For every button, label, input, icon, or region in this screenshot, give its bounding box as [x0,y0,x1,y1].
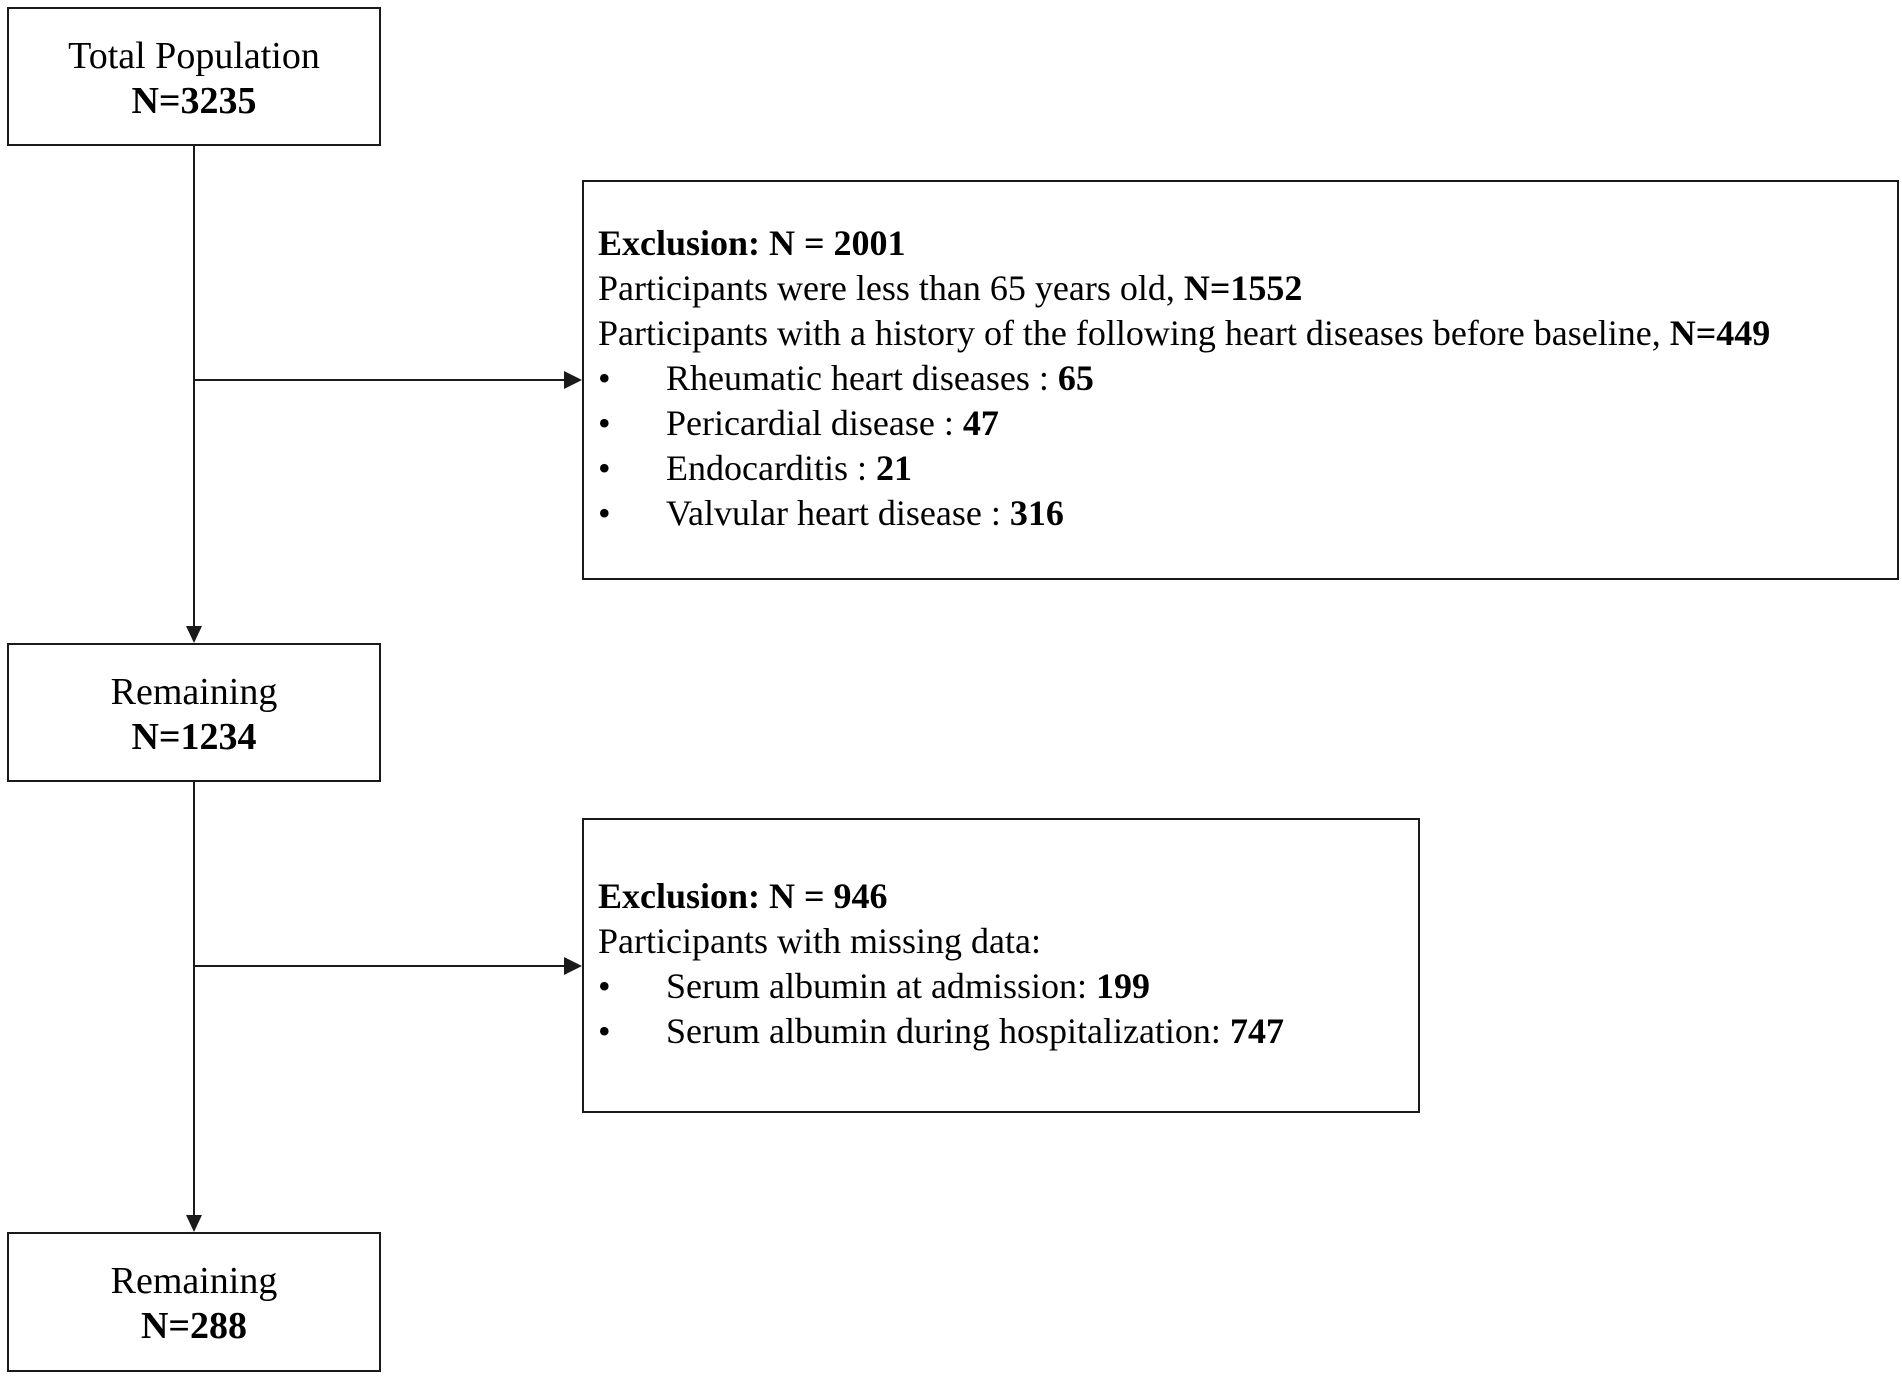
list-item [598,964,1408,1009]
list-item-count: 747 [1229,1011,1284,1051]
bullet-icon: • [598,358,611,398]
list-item [598,401,1887,446]
remaining-1-count: N=1234 [131,716,257,758]
bullet-icon: • [598,493,611,533]
bullet-icon: • [598,403,611,443]
exclusion-2-heading-label: Exclusion: [598,876,761,916]
exclusion-2-heading-count: N = 946 [769,876,888,916]
remaining-box-2 [7,1232,381,1372]
total-population-box [7,7,381,146]
exclusion-1-heading [598,221,1887,266]
list-item-count: 199 [1095,966,1150,1006]
list-item-count: 21 [875,448,912,488]
exclusion-1-heading-count: N = 2001 [769,223,906,263]
list-item-label: Endocarditis : [666,448,876,488]
exclusion-1-history-text: Participants with a history of the following heart diseases before baseline, [598,313,1670,353]
exclusion-2-heading [598,874,1408,919]
bullet-icon: • [598,1011,611,1051]
total-population-count: N=3235 [131,80,257,122]
total-population-label: Total Population [68,35,320,77]
branch-arrowhead-1 [564,371,582,389]
exclusion-1-age-count: N=1552 [1183,268,1303,308]
remaining-box-1 [7,643,381,782]
list-item-count: 65 [1057,358,1094,398]
list-item-label: Serum albumin during hospitalization: [666,1011,1230,1051]
list-item-label: Serum albumin at admission: [666,966,1096,1006]
remaining-1-label: Remaining [110,671,278,713]
list-item-count: 316 [1009,493,1064,533]
list-item [598,446,1887,491]
list-item-count: 47 [962,403,999,443]
remaining-2-label: Remaining [110,1260,278,1302]
exclusion-1-heading-label: Exclusion: [598,223,761,263]
exclusion-1-history-count: N=449 [1669,313,1771,353]
main-flow-arrowhead-1 [186,626,202,643]
exclusion-box-1 [582,180,1899,580]
list-item-label: Rheumatic heart diseases : [666,358,1058,398]
bullet-icon: • [598,966,611,1006]
exclusion-1-history-row [598,311,1887,356]
exclusion-1-age-row [598,266,1887,311]
exclusion-box-2 [582,818,1420,1113]
exclusion-1-age-text: Participants were less than 65 years old, [598,268,1184,308]
list-item-label: Valvular heart disease : [666,493,1010,533]
main-flow-arrowhead-2 [186,1215,202,1232]
list-item [598,1009,1408,1054]
list-item-label: Pericardial disease : [666,403,963,443]
remaining-2-count: N=288 [140,1305,248,1347]
list-item [598,356,1887,401]
branch-arrowhead-2 [564,957,582,975]
exclusion-2-missing-text: Participants with missing data: [598,921,1041,961]
bullet-icon: • [598,448,611,488]
list-item [598,491,1887,536]
